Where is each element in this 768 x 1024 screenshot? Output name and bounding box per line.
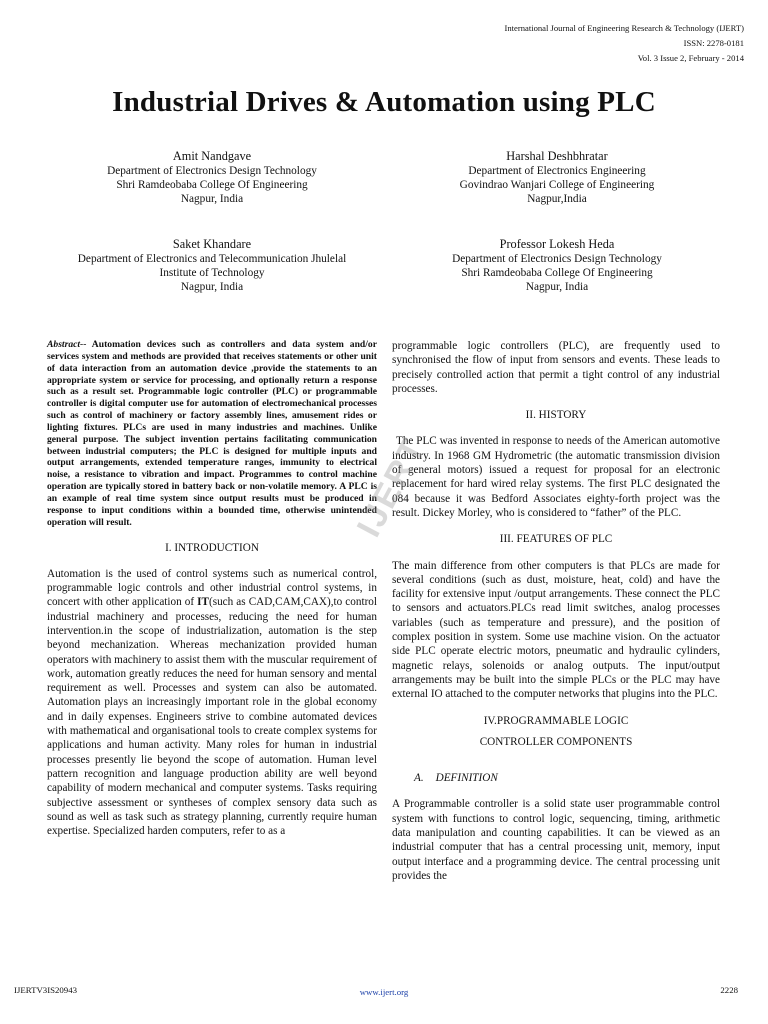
subsection-title: DEFINITION xyxy=(435,772,498,785)
features-text: The main difference from other computers is that PLCs are made for several conditions (such as dust, moisture, heat, cold) and have the facility for extensive input /output arrangements. These connect the PLC to sensors and actuators.PLCs read limit switches, analog processes variables (such as temperature and pressure), and the position of complex position in system. Some use machine vision. On the actuator side PLC operate electric motors, pneumatic and hydraulic cylinders, magnetic relays, solenoids or analog outputs. The input/output arrangements may be built into the simple PLCs or the PLC may have external IO attached to the computer networks that plugins into the PLC. xyxy=(392,559,720,701)
components-heading-line2: CONTROLLER COMPONENTS xyxy=(479,735,633,748)
intro-text-part: (such as CAD,CAM,CAX),to control industrial machinery and processes, reducing the need for human intervention.in the scope of industrialization, automation is the step beyond mechanization. Whereas mechanization provided human operators with machinery to assist them with the muscular requirement of work, automation greatly reduces the need for human sensory and mental requirement as well. Processes and system can also be automated. Automation plays an increasingly important role in the global economy and in daily expenses. Engineers strive to combine automated devices with mathematical and organisational tools to create complex systems for applications and human activity. Many roles for human in industrial processes presently lie beyond the scope of automation. Human level pattern recognition and language production ability are well beyond capability of modern mechanical and computer systems. Tasks requiring subjective assessment or syntheses of complex sensory data such as sound as well as task such as strategy planning, currently require human expertise. Specialized harden computers, refer to as a xyxy=(47,596,377,838)
author-department: Department of Electronics Engineering xyxy=(468,165,646,177)
author-block-3 xyxy=(47,237,377,294)
author-city: Nagpur, India xyxy=(525,281,589,293)
footer-page-number: 2228 xyxy=(720,985,738,995)
section-heading-introduction: I. INTRODUCTION xyxy=(165,541,259,554)
author-block-2 xyxy=(392,149,722,206)
footer-paper-id: IJERTV3IS20943 xyxy=(14,985,78,995)
abstract xyxy=(47,339,377,529)
author-institution: Shri Ramdeobaba College Of Engineering xyxy=(116,179,308,191)
author-block-1 xyxy=(47,149,377,206)
definition-text: A Programmable controller is a solid state user programmable control system with functions to control logic, sequencing, timing, arithmetic data manipulation and counting capabilities. It can be viewed as an industrial computer that has a central processing unit, memory, input output interface and a programming device. The central processing unit provides the xyxy=(392,798,720,882)
journal-name: International Journal of Engineering Research & Technology (IJERT) xyxy=(504,23,744,33)
footer-website-link[interactable]: www.ijert.org xyxy=(359,987,409,997)
abstract-text: Automation devices such as controllers and data system and/or services system and methods are provided that receives statements or other unit of data interaction from an automation device ,provide the statements to an appropriate system or service for processing, and optionally return a response such as a result set. Programmable logic controller (PLC) or programmable controller is digital computer use for automation of electromechanical processes such as control of machinery or factory assembly lines, amusement rides or lighting fixtures. PLCs are used in many industries and machines. Unlike general purpose. The subject invention pertains facilitating communication between industrial computers; the PLC is designed for multiple inputs and output arrangements, extended temperature ranges, immunity to electrical noise, a resistance to vibration and impact. Programmes to control machine operation are typically stored in battery back or non-volatile memory. A PLC is an example of real time system since output results must be produced in response to input conditions within a bounded time, otherwise unintended operation will result. xyxy=(47,339,377,528)
author-institution: Govindrao Wanjari College of Engineering xyxy=(459,179,655,191)
author-name: Professor Lokesh Heda xyxy=(499,237,615,251)
author-department: Department of Electronics and Telecommunication Jhulelal xyxy=(77,253,347,265)
author-name: Saket Khandare xyxy=(172,237,252,251)
author-institution: Shri Ramdeobaba College Of Engineering xyxy=(461,267,653,279)
section-heading-components xyxy=(392,714,720,750)
author-institution: Institute of Technology xyxy=(159,267,265,279)
watermark: IJERT xyxy=(349,431,434,544)
author-city: Nagpur, India xyxy=(180,281,244,293)
components-heading-line1: IV.PROGRAMMABLE LOGIC xyxy=(483,714,629,727)
history-text: The PLC was invented in response to needs of the American automotive industry. In 1968 GM Hydrometric (the automatic transmission division of general motors) issued a request for proposal for an electronic replacement for hard wired relay systems. The first PLC designated the 084 because it was Bedford Associates eighty-forth project was the result. Dickey Morley, who is considered to “father” of the PLC. xyxy=(392,435,720,519)
journal-volume: Vol. 3 Issue 2, February - 2014 xyxy=(637,53,744,63)
section-heading-history: II. HISTORY xyxy=(525,409,587,422)
intro-bold-it: IT xyxy=(197,596,209,609)
author-block-4 xyxy=(392,237,722,294)
left-column xyxy=(47,339,377,838)
abstract-lead: Abstract-- xyxy=(47,339,87,350)
section-heading-features: III. FEATURES OF PLC xyxy=(499,533,613,546)
right-column xyxy=(392,339,720,883)
subsection-label: A. xyxy=(414,772,424,785)
introduction-text xyxy=(47,567,377,839)
author-city: Nagpur, India xyxy=(180,193,244,205)
author-name: Amit Nandgave xyxy=(172,149,252,163)
subsection-heading-definition xyxy=(392,771,720,785)
intro-text-part: Automation is the used of control systems such as numerical control, programmable logic controls and other industrial control systems, in concert with other application of xyxy=(47,567,377,609)
author-name: Harshal Deshbhratar xyxy=(506,149,608,163)
journal-issn: ISSN: 2278-0181 xyxy=(683,38,744,48)
journal-header xyxy=(504,21,744,66)
author-city: Nagpur,India xyxy=(527,193,587,205)
paper-title: Industrial Drives & Automation using PLC xyxy=(112,86,656,118)
right-column-opening-text: programmable logic controllers (PLC), are frequently used to synchronised the flow of input from sensors and events. These leads to precisely controlled action that permit a tight control of any industrial processes. xyxy=(392,340,720,395)
author-department: Department of Electronics Design Technology xyxy=(452,253,662,265)
author-department: Department of Electronics Design Technology xyxy=(107,165,317,177)
